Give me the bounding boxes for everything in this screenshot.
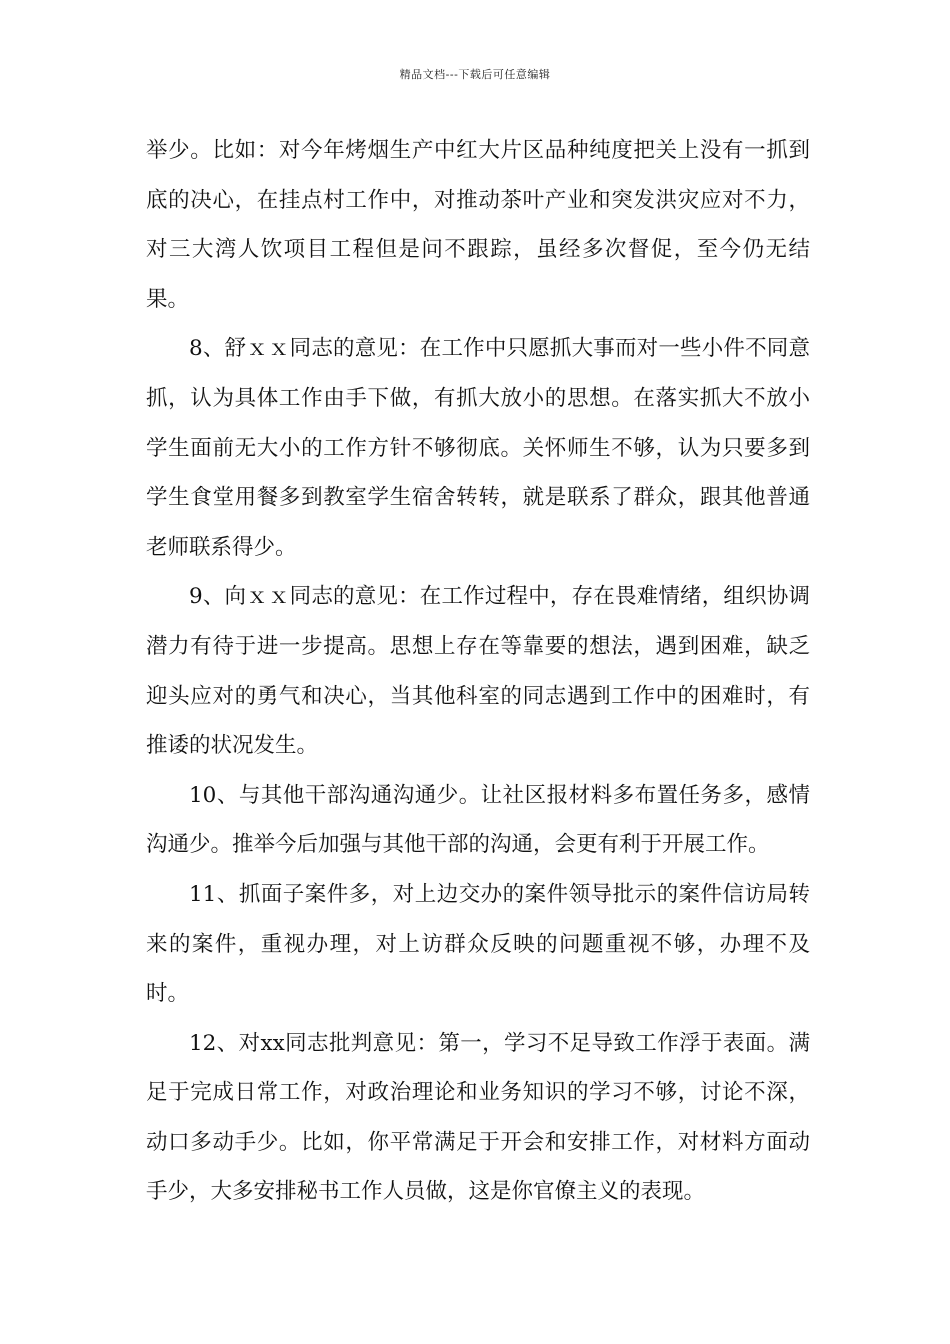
- paragraph-item-11: 11、抓面子案件多，对上边交办的案件领导批示的案件信访局转来的案件，重视办理，对上访群众反映的问题重视不够，办理不及时。: [146, 881, 810, 1007]
- paragraph-item-12: 12、对xx同志批判意见：第一，学习不足导致工作浮于表面。满足于完成日常工作，对政治理论和业务知识的学习不够，讨论不深，动口多动手少。比如，你平常满足于开会和安排工作，对材料方面动手少，大多安排秘书工作人员做，这是你官僚主义的表现。: [146, 1030, 810, 1205]
- paragraph-item-8: 8、舒ｘｘ同志的意见：在工作中只愿抓大事而对一些小件不同意抓，认为具体工作由手下做，有抓大放小的思想。在落实抓大不放小学生面前无大小的工作方针不够彻底。关怀师生不够，认为只要多到学生食堂用餐多到教室学生宿舍转转，就是联系了群众，跟其他普通老师联系得少。: [146, 336, 810, 560]
- document-body: [146, 126, 810, 1217]
- paragraph-item-10: 10、与其他干部沟通沟通少。让社区报材料多布置任务多，感情沟通少。推举今后加强与其他干部的沟通，会更有利于开展工作。: [146, 782, 810, 858]
- paragraph-item-9: 9、向ｘｘ同志的意见：在工作过程中，存在畏难情绪，组织协调潜力有待于进一步提高。思想上存在等靠要的想法，遇到困难，缺乏迎头应对的勇气和决心，当其他科室的同志遇到工作中的困难时，有推诿的状况发生。: [146, 584, 810, 759]
- page-header: 精品文档---下载后可任意编辑: [399, 68, 551, 81]
- paragraph-continued: 举少。比如：对今年烤烟生产中红大片区品种纯度把关上没有一抓到底的决心，在挂点村工作中，对推动茶叶产业和突发洪灾应对不力，对三大湾人饮项目工程但是问不跟踪，虽经多次督促，至今仍无结果。: [146, 138, 810, 312]
